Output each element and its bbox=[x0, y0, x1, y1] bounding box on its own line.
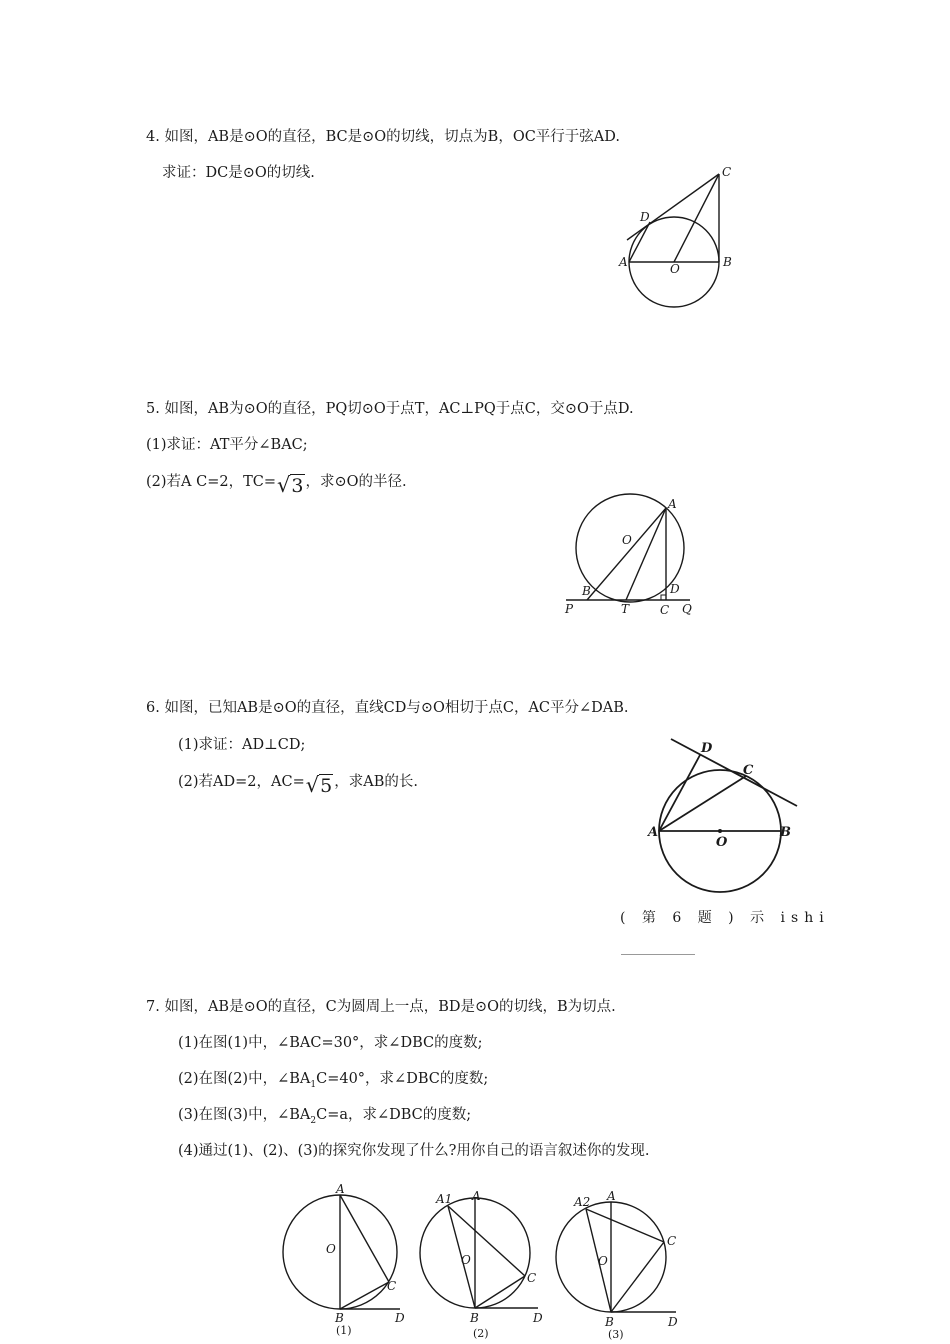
p5-label-q: Q bbox=[682, 602, 692, 616]
p7-figure-3 bbox=[555, 1185, 695, 1344]
p7-f3-label-c: C bbox=[667, 1234, 677, 1248]
p7-statement: 7. 如图，AB是⊙O的直径，C为圆周上一点，BD是⊙O的切线，B为切点. bbox=[146, 999, 616, 1015]
p7-f2-label-o: O bbox=[461, 1253, 471, 1267]
p7-figure-2 bbox=[415, 1185, 555, 1344]
p4-label-a: A bbox=[619, 255, 628, 269]
p6-segment-ad bbox=[659, 755, 700, 831]
p6-label-d: D bbox=[701, 741, 713, 756]
p5-label-o: O bbox=[622, 533, 632, 547]
p7-f2-a1c bbox=[448, 1206, 525, 1276]
p6-label-c: C bbox=[743, 763, 754, 778]
p7-f1-label-a: A bbox=[336, 1182, 345, 1196]
p7-f1-bc bbox=[340, 1282, 389, 1309]
p4-chord-ad bbox=[629, 222, 650, 262]
p7-q4: (4)通过(1)、(2)、(3)的探究你发现了什么?用你自己的语言叙述你的发现. bbox=[178, 1143, 650, 1159]
p6-statement: 6. 如图，已知AB是⊙O的直径，直线CD与⊙O相切于点C，AC平分∠DAB. bbox=[146, 700, 629, 716]
p4-statement: 4. 如图，AB是⊙O的直径，BC是⊙O的切线，切点为B，OC平行于弦AD. bbox=[146, 129, 620, 145]
p7-f1-label-b: B bbox=[335, 1311, 344, 1325]
p4-label-c: C bbox=[722, 165, 732, 179]
p7-q3: (3)在图(3)中，$\angle BA_2C=a$，求∠DBC的度数; bbox=[178, 1107, 472, 1126]
p7-q1: (1)在图(1)中，∠BAC=30°，求∠DBC的度数; bbox=[178, 1035, 483, 1051]
p5-sqrt: √3 bbox=[277, 473, 304, 497]
p7-fig-caption-2: (2) bbox=[473, 1327, 489, 1340]
p6-caption: ( 第 6 题 ) 示 ishi bbox=[620, 910, 830, 926]
p7-f2-label-a: A bbox=[472, 1189, 481, 1203]
p4-label-d: D bbox=[640, 210, 650, 224]
p6-sqrt: √5 bbox=[305, 773, 333, 797]
p7-f1-label-c: C bbox=[387, 1279, 397, 1293]
p6-center-dot bbox=[718, 829, 722, 833]
p6-q1: (1)求证：AD⊥CD; bbox=[178, 737, 306, 753]
p4-label-b: B bbox=[723, 255, 732, 269]
p5-diameter-ab bbox=[587, 508, 666, 600]
p5-q2: (2)若A C=2，TC=√3 ，求⊙O的半径. bbox=[146, 473, 407, 497]
p6-label-b: B bbox=[780, 825, 791, 840]
p5-label-b: B bbox=[582, 584, 591, 598]
p7-f3-label-a: A bbox=[607, 1189, 616, 1203]
p6-label-a: A bbox=[648, 825, 659, 840]
p4-label-o: O bbox=[670, 262, 680, 276]
p6-caption-rule bbox=[621, 954, 695, 955]
p7-q2: (2)在图(2)中，$\angle BA_1C=40^\circ$，求∠DBC的度数; bbox=[178, 1071, 489, 1090]
p5-label-d: D bbox=[670, 582, 680, 596]
p7-fig-caption-3: (3) bbox=[608, 1328, 624, 1341]
p5-label-a: A bbox=[668, 497, 677, 511]
p7-f1-ac bbox=[340, 1195, 389, 1282]
p7-fig-caption-1: (1) bbox=[336, 1324, 352, 1337]
p6-figure bbox=[645, 730, 810, 900]
p6-segment-ac bbox=[659, 776, 746, 831]
p4-prove: 求证：DC是⊙O的切线. bbox=[162, 165, 315, 181]
p6-label-o: O bbox=[716, 835, 728, 850]
p7-f3-label-o: O bbox=[598, 1254, 608, 1268]
p5-label-t: T bbox=[621, 602, 630, 616]
p7-f2-label-b: B bbox=[470, 1311, 479, 1325]
p5-segment-at bbox=[626, 508, 666, 600]
p5-q1: (1)求证：AT平分∠BAC; bbox=[146, 437, 308, 453]
p7-figure-1 bbox=[278, 1180, 418, 1344]
p7-f1-label-o: O bbox=[326, 1242, 336, 1256]
p7-f2-label-a1: A1 bbox=[436, 1192, 453, 1206]
p7-f3-bc bbox=[611, 1242, 664, 1312]
p4-figure bbox=[610, 160, 770, 320]
p5-statement: 5. 如图，AB为⊙O的直径，PQ切⊙O于点T，AC⊥PQ于点C，交⊙O于点D. bbox=[146, 401, 634, 417]
p7-f1-label-d: D bbox=[395, 1311, 405, 1325]
p5-figure bbox=[560, 495, 710, 620]
p6-q2: (2)若AD=2，AC=√5 ，求AB的长. bbox=[178, 773, 418, 797]
p7-f3-label-b: B bbox=[605, 1315, 614, 1329]
p7-f3-label-d: D bbox=[668, 1315, 678, 1329]
p7-f2-label-c: C bbox=[527, 1271, 537, 1285]
p7-f2-label-d: D bbox=[533, 1311, 543, 1325]
p7-f3-label-a2: A2 bbox=[574, 1195, 591, 1209]
p5-label-p: P bbox=[565, 602, 574, 616]
p5-label-c: C bbox=[660, 603, 670, 617]
p7-f2-bc bbox=[475, 1276, 525, 1308]
p5-right-angle bbox=[661, 595, 666, 600]
p7-f3-a2c bbox=[586, 1209, 664, 1242]
